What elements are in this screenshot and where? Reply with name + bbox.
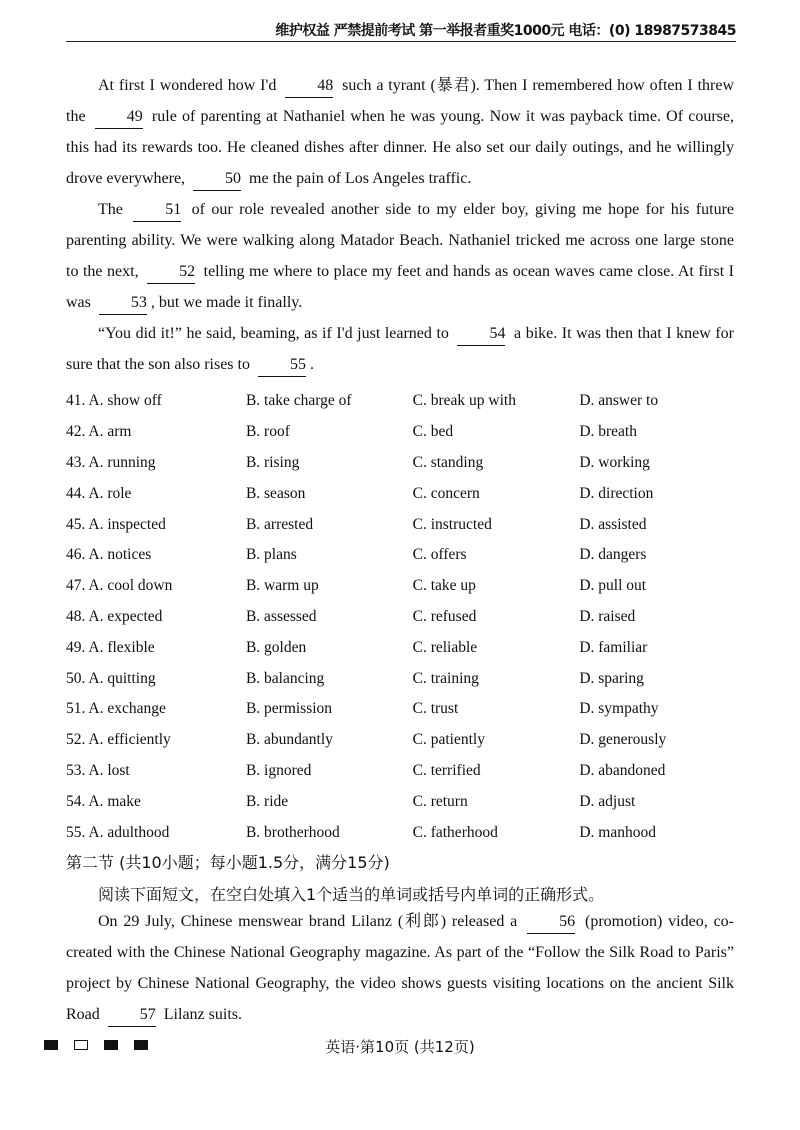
option-d: D. pull out <box>579 577 647 595</box>
passage-text: telling me where to place my feet and hands as ocean waves came close. At first I was <box>66 263 734 311</box>
option-d: D. abandoned <box>579 761 666 779</box>
option-b: B. balancing <box>245 669 325 687</box>
option-d: D. working <box>579 453 650 471</box>
option-a: 51. A. exchange <box>66 700 166 718</box>
header-divider <box>66 41 736 42</box>
option-row <box>66 571 746 602</box>
option-a: 42. A. arm <box>66 423 132 441</box>
paragraph-1 <box>66 70 734 194</box>
passage-text: me the pain of Los Angeles traffic. <box>245 170 472 187</box>
passage-text: Lilanz suits. <box>159 1006 242 1023</box>
option-d: D. breath <box>579 423 637 441</box>
option-row <box>66 478 746 509</box>
option-d: D. manhood <box>579 823 656 841</box>
option-a: 50. A. quitting <box>66 669 156 687</box>
passage-text: . <box>309 356 314 373</box>
blank-50: 50 <box>193 168 241 191</box>
option-d: D. familiar <box>579 638 648 656</box>
option-row <box>66 509 746 540</box>
option-row <box>66 786 746 817</box>
option-c: C. concern <box>412 484 480 502</box>
option-c: C. training <box>412 669 479 687</box>
option-a: 49. A. flexible <box>66 638 155 656</box>
option-a: 45. A. inspected <box>66 515 166 533</box>
option-c: C. return <box>412 792 468 810</box>
option-c: C. offers <box>412 546 467 564</box>
option-b: B. abundantly <box>245 731 333 749</box>
option-c: C. instructed <box>412 515 492 533</box>
passage-text: such a tyrant (暴君). Then I remembered how often I threw the <box>66 77 735 125</box>
blank-53: 53 <box>99 292 147 315</box>
grammar-passage <box>66 906 734 1030</box>
passage-text: At first I wondered how I'd <box>98 77 282 94</box>
option-row <box>66 632 746 663</box>
blank-51: 51 <box>133 199 181 222</box>
option-c: C. terrified <box>412 761 481 779</box>
blank-57: 57 <box>108 1004 156 1027</box>
option-b: B. golden <box>245 638 307 656</box>
option-c: C. refused <box>412 607 477 625</box>
option-row <box>66 448 746 479</box>
passage-text: , but we made it finally. <box>150 294 303 311</box>
option-b: B. ride <box>245 792 289 810</box>
option-a: 46. A. notices <box>66 546 152 564</box>
paragraph-2 <box>66 194 734 318</box>
option-a: 43. A. running <box>66 453 156 471</box>
option-b: B. plans <box>245 546 297 564</box>
option-row <box>66 417 746 448</box>
passage-text: On 29 July, Chinese menswear brand Lilanz (利郎) released a <box>98 913 524 930</box>
page-footer <box>0 1036 800 1060</box>
option-a: 54. A. make <box>66 792 141 810</box>
passage-text: of our role revealed another side to my elder boy, giving me hope for his future parenting ability. We were walking along Matador Beach. Nathaniel tricked me across one large stone to the next, <box>66 201 735 280</box>
option-b: B. warm up <box>245 577 319 595</box>
option-row <box>66 725 746 756</box>
option-a: 41. A. show off <box>66 392 162 410</box>
blank-54: 54 <box>457 323 505 346</box>
passage-text: The <box>98 201 130 218</box>
option-a: 55. A. adulthood <box>66 823 170 841</box>
section-instruction: 阅读下面短文，在空白处填入1个适当的单词或括号内单词的正确形式。 <box>98 885 605 904</box>
blank-55: 55 <box>258 354 306 377</box>
option-d: D. answer to <box>579 392 659 410</box>
passage-text: a bike. It was then that I knew for sure that the son also rises to <box>66 325 734 373</box>
option-b: B. rising <box>245 453 300 471</box>
option-a: 53. A. lost <box>66 761 130 779</box>
option-row <box>66 817 746 848</box>
section-title: 第二节 (共10小题；每小题1.5分，满分15分) <box>66 853 390 872</box>
option-c: C. trust <box>412 700 459 718</box>
option-c: C. reliable <box>412 638 478 656</box>
option-b: B. roof <box>245 423 290 441</box>
passage-text: “You did it!” he said, beaming, as if I'd just learned to <box>98 325 454 342</box>
option-c: C. break up with <box>412 392 516 410</box>
option-d: D. dangers <box>579 546 647 564</box>
option-a: 47. A. cool down <box>66 577 173 595</box>
blank-48: 48 <box>285 75 333 98</box>
option-a: 44. A. role <box>66 484 132 502</box>
option-c: C. standing <box>412 453 484 471</box>
passage-text: rule of parenting at Nathaniel when he was young. Now it was payback time. Of course, this had its rewards too. He cleaned dishes after dinner. He also set our daily outings, and he willingly drove everywhere, <box>66 108 734 187</box>
option-d: D. assisted <box>579 515 647 533</box>
option-row <box>66 602 746 633</box>
option-row <box>66 694 746 725</box>
option-b: B. arrested <box>245 515 314 533</box>
paragraph-4 <box>66 906 734 1030</box>
option-d: D. sympathy <box>579 700 659 718</box>
blank-52: 52 <box>147 261 195 284</box>
option-c: C. bed <box>412 423 454 441</box>
option-b: B. assessed <box>245 607 317 625</box>
paragraph-3 <box>66 318 734 380</box>
option-row <box>66 756 746 787</box>
answer-options-table <box>66 386 746 848</box>
option-row <box>66 386 746 417</box>
cloze-passage <box>66 70 734 380</box>
option-row <box>66 540 746 571</box>
option-d: D. direction <box>579 484 654 502</box>
option-b: B. take charge of <box>245 392 352 410</box>
option-d: D. adjust <box>579 792 636 810</box>
option-c: C. patiently <box>412 731 485 749</box>
option-d: D. sparing <box>579 669 644 687</box>
option-c: C. fatherhood <box>412 823 498 841</box>
page-number: 英语·第10页 (共12页) <box>325 1038 475 1056</box>
blank-49: 49 <box>95 106 143 129</box>
passage-text: (promotion) video, co-created with the Chinese National Geography magazine. As part of the “Follow the Silk Road to Paris” project by Chinese National Geography, the video shows guests visiting locations on the ancient Silk Road <box>66 913 734 1023</box>
option-b: B. permission <box>245 700 333 718</box>
option-b: B. ignored <box>245 761 312 779</box>
blank-56: 56 <box>527 911 575 934</box>
option-b: B. season <box>245 484 306 502</box>
option-d: D. generously <box>579 731 667 749</box>
page-header-notice: 维护权益 严禁提前考试 第一举报者重奖1000元 电话：(0) 18987573845 <box>275 23 736 39</box>
option-b: B. brotherhood <box>245 823 340 841</box>
option-c: C. take up <box>412 577 476 595</box>
option-a: 52. A. efficiently <box>66 731 171 749</box>
option-row <box>66 663 746 694</box>
option-a: 48. A. expected <box>66 607 163 625</box>
option-d: D. raised <box>579 607 636 625</box>
